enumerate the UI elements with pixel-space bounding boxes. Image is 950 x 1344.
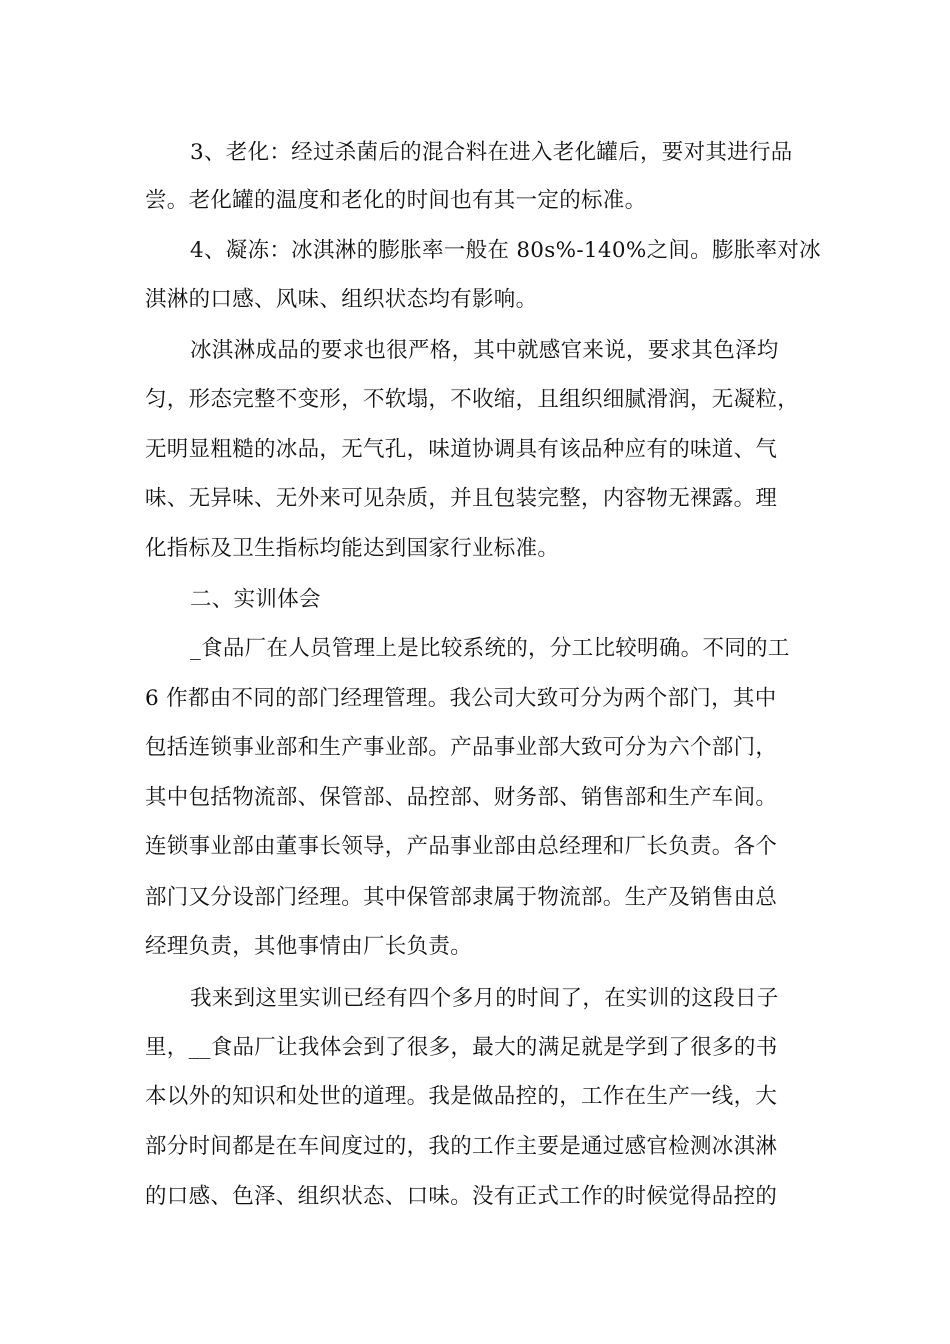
text-line: 无明显粗糙的冰品，无气孔，味道协调具有该品种应有的味道、气 <box>145 437 778 462</box>
text-line: 经理负责，其他事情由厂长负责。 <box>145 934 473 959</box>
text-line: 匀，形态完整不变形，不软塌，不收缩，且组织细腻滑润，无凝粒， <box>145 387 800 412</box>
text-line: 冰淇淋成品的要求也很严格，其中就感官来说，要求其色泽均 <box>190 338 779 363</box>
text-line: 部门又分设部门经理。其中保管部隶属于物流部。生产及销售由总 <box>145 885 778 910</box>
text-line: 连锁事业部由董事长领导，产品事业部由总经理和厂长负责。各个 <box>145 834 778 859</box>
text-line: 里，__食品厂让我体会到了很多，最大的满足就是学到了很多的书 <box>145 1035 778 1060</box>
text-line: _食品厂在人员管理上是比较系统的，分工比较明确。不同的工 <box>190 636 790 661</box>
text-line: 的口感、色泽、组织状态、口味。没有正式工作的时候觉得品控的 <box>145 1184 778 1209</box>
text-line: 化指标及卫生指标均能达到国家行业标准。 <box>145 536 560 561</box>
text-line: 包括连锁事业部和生产事业部。产品事业部大致可分为六个部门， <box>145 735 778 760</box>
text-line: 6 作都由不同的部门经理管理。我公司大致可分为两个部门，其中 <box>145 686 777 711</box>
text-line: 淇淋的口感、风味、组织状态均有影响。 <box>145 287 538 312</box>
text-line: 3、老化：经过杀菌后的混合料在进入老化罐后，要对其进行品 <box>190 140 793 165</box>
text-line: 味、无异味、无外来可见杂质，并且包装完整，内容物无裸露。理 <box>145 486 778 511</box>
text-line: 其中包括物流部、保管部、品控部、财务部、销售部和生产车间。 <box>145 785 778 810</box>
text-line: 部分时间都是在车间度过的，我的工作主要是通过感官检测冰淇淋 <box>145 1134 778 1159</box>
text-line: 本以外的知识和处世的道理。我是做品控的，工作在生产一线，大 <box>145 1084 778 1109</box>
section-heading: 二、实训体会 <box>190 587 321 612</box>
text-line: 4、凝冻：冰淇淋的膨胀率一般在 80s%-140%之间。膨胀率对冰 <box>190 238 821 263</box>
text-line: 我来到这里实训已经有四个多月的时间了，在实训的这段日子 <box>190 986 779 1011</box>
text-line: 尝。老化罐的温度和老化的时间也有其一定的标准。 <box>145 188 647 213</box>
